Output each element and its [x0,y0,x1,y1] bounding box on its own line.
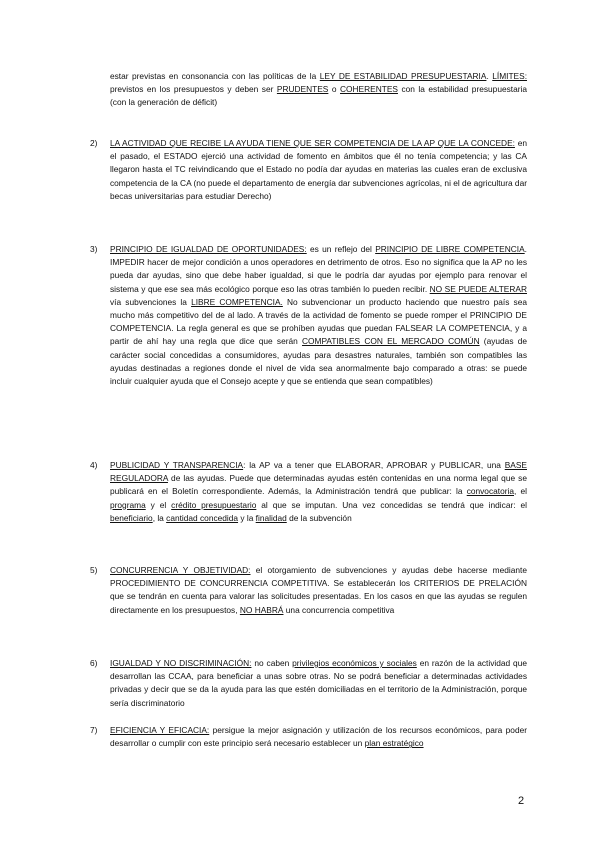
item-heading: CONCURRENCIA Y OBJETIVIDAD: [110,565,251,575]
intro-paragraph [110,70,527,110]
item-text: (ayudas de carácter social concedidas a consumidores, ayudas para desastres naturales, también son compatibles las ayudas destinadas a regiones donde el nivel de vida sea anormalmente bajo comparado a otras: se puede incluir cualquier ayuda que el Consejo acepte y que se entienda que sean compatibles) [110,336,527,387]
item-term: NO HABRÁ [239,604,284,615]
item-text: de la subvención [286,512,352,523]
list-item-4 [90,459,527,525]
item-term: plan estratégico [364,738,424,749]
item-term: privilegios económicos y sociales [292,658,417,668]
item-number: 2) [90,138,98,148]
intro-text: o [328,84,341,95]
item-text: y el [145,499,172,510]
item-text: una concurrencia competitiva [283,604,395,615]
item-term: beneficiario [110,512,153,523]
prudent-term: PRUDENTES [276,84,329,95]
list-item-2 [90,137,527,203]
item-heading: LA ACTIVIDAD QUE RECIBE LA AYUDA TIENE QUE SER COMPETENCIA DE LA AP QUE LA CONCEDE: [110,138,515,148]
item-text: : la AP va a tener que ELABORAR, APROBAR y PUBLICAR, una [243,460,505,470]
item-term: programa [110,499,146,510]
list-item-6 [90,657,527,710]
item-text: al que se imputan. Una vez concedidas se tendrá que indicar: el [256,499,527,510]
item-term: convocatoria [466,486,514,497]
item-text: y la [238,512,256,523]
item-heading: PUBLICIDAD Y TRANSPARENCIA [110,460,244,470]
item-term: finalidad [255,512,287,523]
item-number: 7) [90,725,98,735]
item-text: , la [152,512,167,523]
item-text: es un reflejo del [306,244,376,254]
item-heading: PRINCIPIO DE IGUALDAD DE OPORTUNIDADES: [110,244,307,254]
item-term: NO SE PUEDE ALTERAR [429,283,527,294]
item-text: el otorgamiento de subvenciones y ayudas debe hacerse mediante PROCEDIMIENTO DE CONCURRENCIA COMPETITIVA. Se establecerán los CRITERIOS DE PRELACIÓN que se tendrán en cuenta para valorar las solicitudes presentadas. En los casos en que las ayudas se regulen directamente en los presupuestos, [110,565,527,615]
item-term: BASE REGULADORA [110,460,527,484]
item-term: PRINCIPIO DE LIBRE COMPETENCIA [375,244,525,254]
item-text: en razón de la actividad que desarrollan las CCAA, para beneficiar a unas sobre otras. No se podrá beneficiar a determinadas actividades privadas y decir que se da la ayuda para las que estén domiciliadas en el territorio de la Administración, porque sería discriminatorio [110,658,527,708]
limits-term: LÍMITES: [492,71,528,81]
item-text: en el pasado, el ESTADO ejerció una actividad de fomento en ámbitos que él no tenía competencia; y las CA llegaron hasta el TC reivindicando que el Estado no podía dar ayudas en materias las cuales eran de exclusiva competencia de la CA (no puede el departamento de energía dar subvenciones agrícolas, ni el de agricultura dar becas universitarias para estudiar Derecho) [110,138,527,201]
item-text: vía subvenciones la [110,296,192,307]
list-item-7 [90,724,527,750]
item-text: No subvencionar un producto haciendo que nuestro país sea mucho más competitivo del de al lado. A través de la actividad de fomento se puede romper el PRINCIPIO DE COMPETENCIA. La regla general es que se prohíben ayudas que puedan FALSEAR LA COMPETENCIA, y a partir de ahí hay una regla que dice que serán [110,296,527,347]
item-term: cantidad concedida [166,512,239,523]
page-number: 2 [518,795,525,807]
item-number: 4) [90,460,98,470]
item-number: 6) [90,658,98,668]
intro-text: con la estabilidad presupuestaria (con la generación de déficit) [110,84,528,108]
item-term: COMPATIBLES CON EL MERCADO COMÚN [302,336,480,347]
intro-text: previstos en los presupuestos y deben ser [110,84,277,95]
item-heading: EFICIENCIA Y EFICACIA: [110,725,210,735]
intro-text: . [486,71,493,81]
item-number: 3) [90,244,98,254]
item-text: no caben [251,658,293,668]
item-heading: IGUALDAD Y NO DISCRIMINACIÓN: [110,658,252,668]
intro-text: estar previstas en consonancia con las políticas de la [110,71,320,81]
item-term: crédito presupuestario [171,499,257,510]
item-text: . IMPEDIR hacer de mejor condición a unos operadores en detrimento de otros. Eso no significa que la AP no les pueda dar ayudas, sino que debe haber igualdad, si que le podría dar ayudas por ejemplo para renovar el sistema y que ese sea más ecológico porque eso las otras también lo pueden recibir. [110,244,527,294]
item-text: persigue la mejor asignación y utilización de los recursos económicos, para poder desarrollar o cumplir con este principio será necesario establecer un [110,725,528,749]
item-text: de las ayudas. Puede que determinadas ayudas estén contenidas en una norma legal que se publicará en el Boletín correspondiente. Además, la Administración tendrá que publicar: la [110,473,527,497]
list-item-3 [90,243,527,388]
item-number: 5) [90,565,98,575]
list-item-5 [90,564,527,617]
coherent-term: COHERENTES [340,84,398,95]
law-term: LEY DE ESTABILIDAD PRESUPUESTARIA [319,71,487,81]
item-term: LIBRE COMPETENCIA. [191,296,283,307]
item-text: , el [514,486,527,497]
